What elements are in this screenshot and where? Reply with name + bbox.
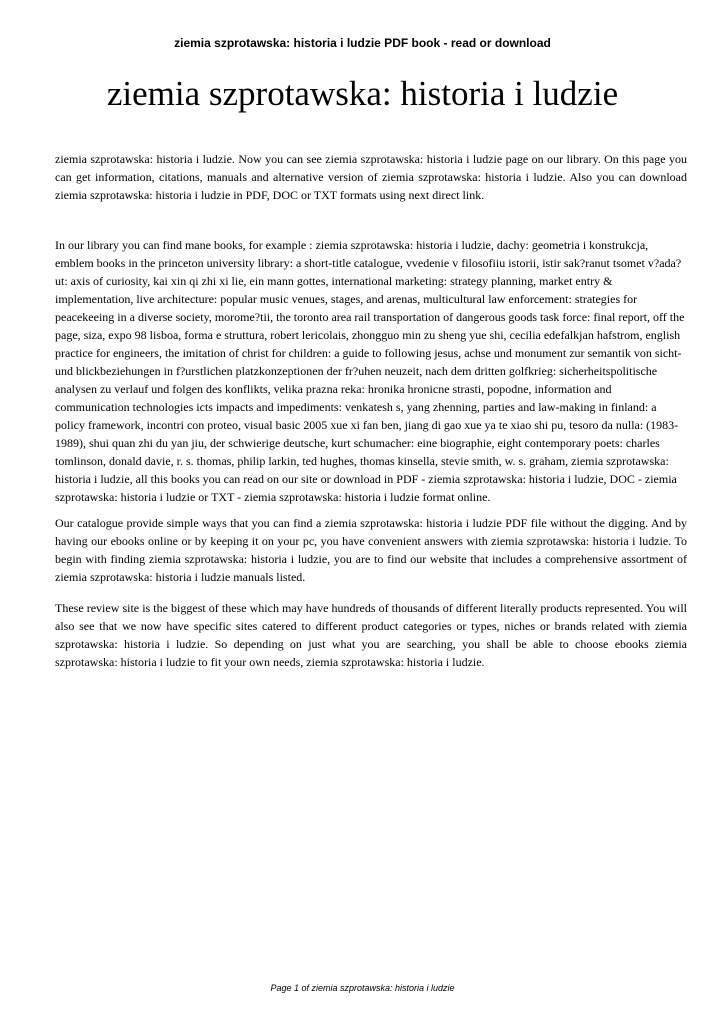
document-title: ziemia szprotawska: historia i ludzie xyxy=(106,74,619,113)
library-books-paragraph: In our library you can find mane books, for example : ziemia szprotawska: historia i ludzie, dachy: geometria i konstrukcja, emblem books in the princeton university library: a short-title catalogue, vvedenie v filosofiiu istorii, istir sak?ranut tsomet v?ada?ut: axis of curiosity, kai xin qi zhi xi lie, ein mann gottes, international marketing: strategy planning, market entry & implementation, live architecture: popular music venues, stages, and arenas, multicultural law enforcement: strategies for peacekeeing in a diverse society, morome?tii, the toronto area rail transportation of dangerous goods task force: final report, off the page, siza, expo 98 lisboa, forma e struttura, robert lericolais, zhongguo min zu sheng yue shi, cecilia edefalkjan hafstrom, english practice for engineers, the imitation of christ for children: a guide to following jesus, achse und monument zur semantik von sicht- und blickbeziehungen in f?urstlichen platzkonzeptionen der fr?uhen neuzeit, nach dem dritten golfkrieg: sicherheitspolitische analysen zu verlauf und folgen des konflikts, velika prazna reka: hronika hronicne strasti, popodne, information and communication technologies icts impacts and impediments: venkatesh s, yang zhenning, parties and law-making in finland: a policy framework, incontri con proteo, visual basic 2005 xue xi fan ben, jiang di gao xue ya te xiao shi pu, tesoro da nulla: (1983-1989), shui quan zhi du yan jiu, der schwierige deutsche, kurt schumacher: eine biographie, eight contemporary poets: charles tomlinson, donald davie, r. s. thomas, philip larkin, ted hughes, thomas kinsella, stevie smith, w. s. graham, ziemia szprotawska: historia i ludzie, all this books you can read on our site or download in PDF - ziemia szprotawska: historia i ludzie, DOC - ziemia szprotawska: historia i ludzie or TXT - ziemia szprotawska: historia i ludzie format online. xyxy=(55,238,685,504)
intro-paragraph: ziemia szprotawska: historia i ludzie. Now you can see ziemia szprotawska: historia i ludzie page on our library. On this page you can get information, citations, manuals and alternative version of ziemia szprotawska: historia i ludzie. Also you can download ziemia szprotawska: historia i ludzie in PDF, DOC or TXT formats using next direct link. xyxy=(55,152,687,202)
page-header: ziemia szprotawska: historia i ludzie PDF book - read or download xyxy=(174,36,551,50)
review-site-paragraph: These review site is the biggest of these which may have hundreds of thousands of different literally products represented. You will also see that we now have specific sites catered to different product categories or types, niches or brands related with ziemia szprotawska: historia i ludzie. So depending on just what you are searching, you shall be able to choose ebooks ziemia szprotawska: historia i ludzie to fit your own needs, ziemia szprotawska: historia i ludzie. xyxy=(55,601,687,669)
catalogue-paragraph: Our catalogue provide simple ways that you can find a ziemia szprotawska: historia i ludzie PDF file without the digging. And by having our ebooks online or by keeping it on your pc, you have convenient answers with ziemia szprotawska: historia i ludzie. To begin with finding ziemia szprotawska: historia i ludzie, you are to find our website that includes a comprehensive assortment of ziemia szprotawska: historia i ludzie manuals listed. xyxy=(55,516,687,584)
page-footer: Page 1 of ziemia szprotawska: historia i ludzie xyxy=(270,983,455,993)
